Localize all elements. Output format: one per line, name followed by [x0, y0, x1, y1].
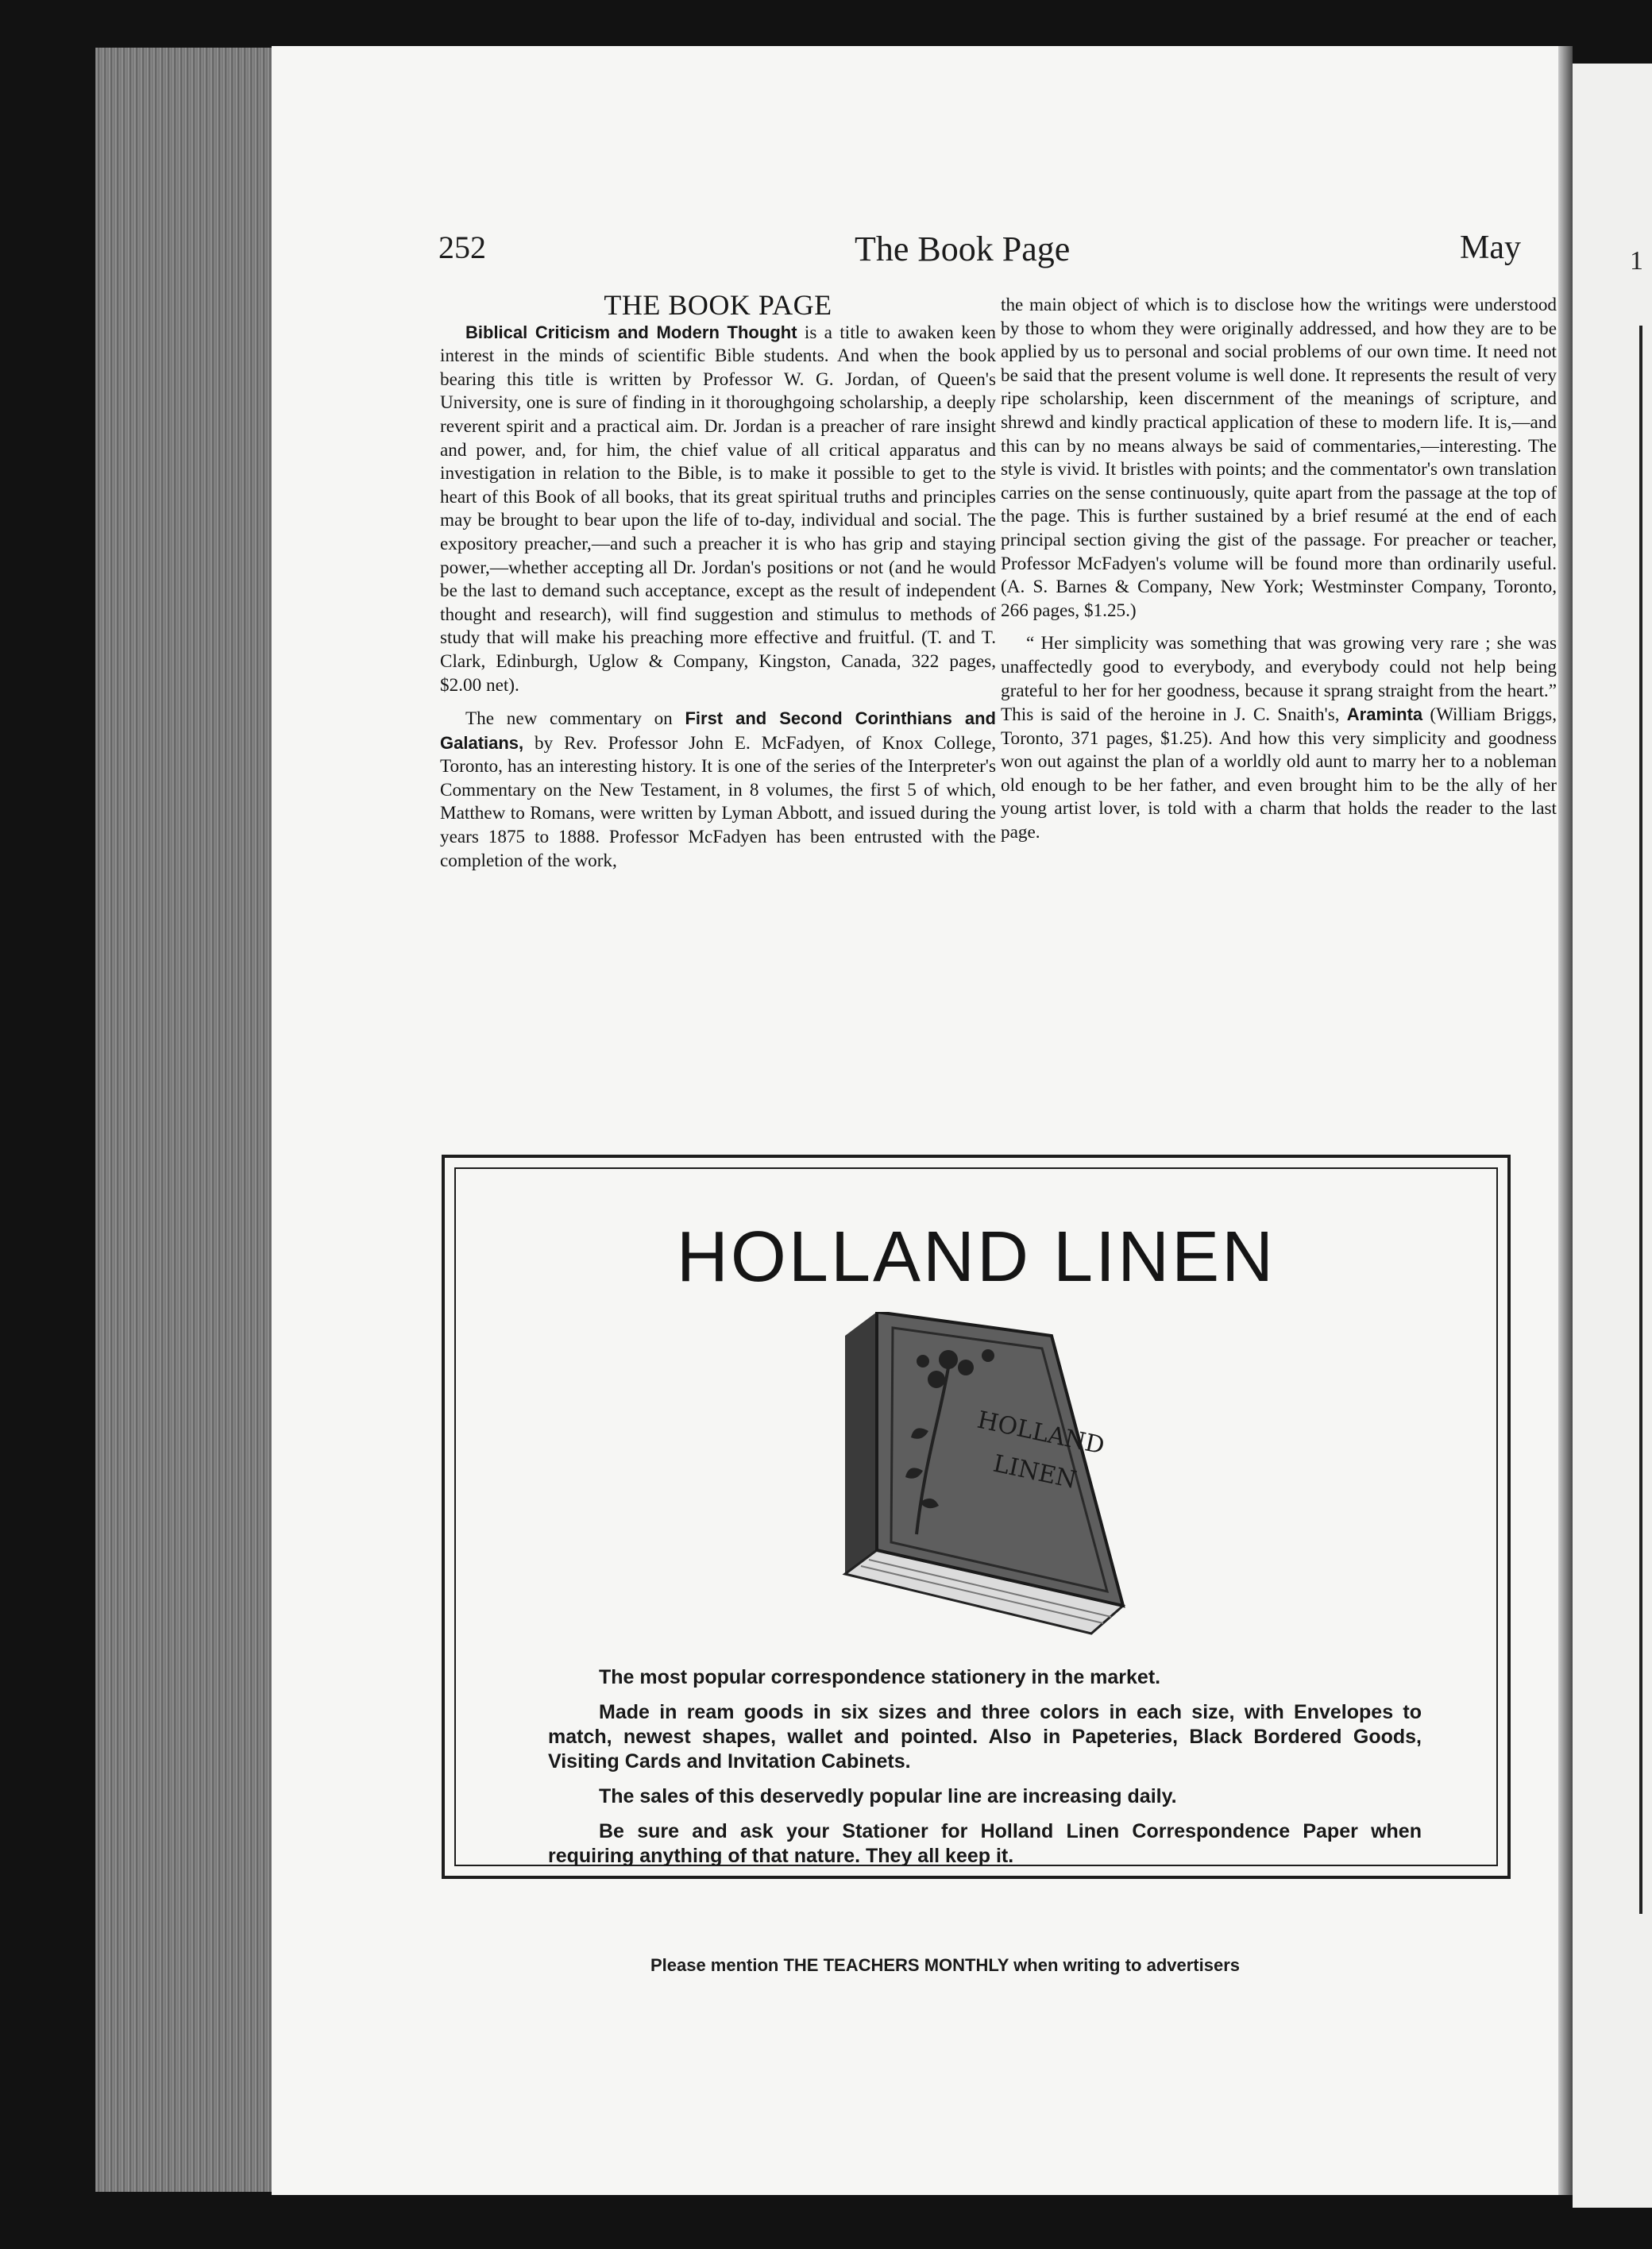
running-month: May: [1460, 230, 1521, 266]
box-cover-line2: LINEN: [990, 1449, 1079, 1495]
review-text: is a title to awaken keen interest in the minds of scientific Bible students. And when the book bearing this title is written by Professor W. G. Jordan, of Queen's University, one is sure of finding in it thoroughgoing scholarship, a deeply reverent spirit and a practical aim. Dr. Jordan is a preacher of rare insight and power, and, for him, the chief value of all critical apparatus and investigation in relation to the Bible, is to make it possible to get to the heart of this Book of all books, that its great spiritual truths and principles may be brought to bear upon the life of to-day, individual and social. The expository preacher,—and such a preacher it is who has grip and staying power,—whether accepting all Dr. Jordan's positions or not (and he would be the last to demand such acceptance, except as the result of independent thought and research), will find suggestion and stimulus to methods of study that will make his preaching more effective and fruitful. (T. and T. Clark, Edinburgh, Uglow & Company, Kingston, Canada, 322 pages, $2.00 net).: [440, 322, 996, 696]
ad-copy: [548, 1665, 1422, 1869]
ad-paragraph: The most popular correspondence stationery in the market.: [599, 1666, 1161, 1688]
ad-paragraph: Made in ream goods in six sizes and three colors in each size, with Envelopes to match, newest shapes, wallet and pointed. Also in Papeteries, Black Bordered Goods, Visiting Cards and Invitation Cabinets.: [548, 1701, 1422, 1773]
holland-linen-advertisement: [442, 1155, 1511, 1879]
page-block-edge: [95, 48, 272, 2192]
left-column: [440, 289, 996, 873]
review-lead: The new commentary on: [465, 708, 685, 730]
ad-headline: HOLLAND LINEN: [676, 1217, 1276, 1297]
review-text: by Rev. Professor John E. McFadyen, of Knox College, Toronto, has an interesting history. It is one of the series of the Interpreter's Commentary on the New Testament, in 8 volumes, the first 5 of which, Matthew to Romans, were written by Lyman Abbott, and issued during the years 1875 to 1888. Professor McFadyen has been entrusted with the completion of the work,: [440, 732, 996, 871]
review-text: (William Briggs, Toronto, 371 pages, $1.25). And how this very simplicity and goodness won out against the plan of a worldly old aunt to marry her to a nobleman old enough to be her father, and even brought him to be the ally of her young artist lover, is told with a charm that holds the reader to the last page.: [1001, 704, 1557, 843]
book-title-corinthians: First and Second Corinthians and Galatians,: [440, 708, 996, 753]
running-title: The Book Page: [855, 230, 1071, 268]
advertiser-footer-note: Please mention THE TEACHERS MONTHLY when writing to advertisers: [650, 1955, 1241, 1975]
review-corinthians: [440, 707, 996, 873]
box-spine: [845, 1312, 877, 1574]
review-biblical-criticism: [440, 321, 996, 698]
box-cover-line1: HOLLAND: [975, 1406, 1107, 1460]
right-column: [1001, 294, 1557, 845]
book-gutter: [1558, 46, 1573, 2195]
review-text: “ Her simplicity was something that was growing very rare ; she was unaffectedly good to everybody, and everybody could not help being grateful to her for her goodness, because it sprang straight from the heart.” This is said of the heroine in J. C. Snaith's,: [1001, 633, 1557, 726]
stationery-box-illustration: [829, 1312, 1131, 1638]
advertisement-inner-border: [454, 1167, 1498, 1866]
next-page-border: [1639, 326, 1642, 1914]
review-corinthians-continued: the main object of which is to disclose how the writings were understood by those to whom they were originally addressed, and how they are to be applied by us to personal and social problems of our own time. It need not be said that the present volume is well done. It represents the result of very ripe scholarship, keen discernment of the meanings of scripture, and shrewd and kindly practical application of these to modern life. It is,—and this can by no means always be said of commentaries,—interesting. The style is vivid. It bristles with points; and the commentator's own translation carries on the sense continuously, quite apart from the passage at the top of the page. This is further sustained by a brief resumé at the end of each principal section giving the gist of the passage. For preacher or teacher, Professor McFadyen's volume will be found more than ordinarily useful. (A. S. Barnes & Company, New York; Westminster Company, Toronto, 266 pages, $1.25.): [1001, 295, 1557, 621]
section-heading: THE BOOK PAGE: [604, 289, 832, 321]
review-araminta: [1001, 632, 1557, 844]
ad-paragraph: Be sure and ask your Stationer for Holland Linen Correspondence Paper when requiring anything of that nature. They all keep it.: [548, 1820, 1422, 1867]
next-page-number: 1: [1630, 246, 1643, 276]
book-title-biblical-criticism: Biblical Criticism and Modern Thought: [465, 322, 797, 342]
book-title-araminta: Araminta: [1346, 704, 1423, 725]
page-number: 252: [438, 230, 486, 265]
ad-paragraph: The sales of this deservedly popular line are increasing daily.: [599, 1785, 1177, 1807]
